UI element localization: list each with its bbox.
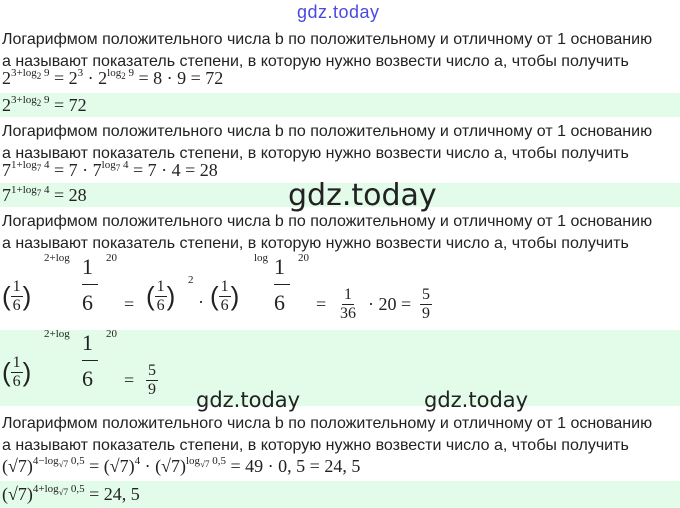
definition-text-2: [2, 122, 653, 162]
definition-line-2: a называют показатель степени, в которую нужно возвести число a, чтобы получить: [2, 437, 629, 454]
answer-band-1: [0, 93, 680, 117]
definition-text: [2, 30, 653, 70]
problem3-answer: 2+log 1 6 20 ( $\frac{1}{6}$ ) = $\frac{5}{9}$: [2, 328, 156, 398]
problem1-answer: $2^{3+log_2 9} = 72$: [2, 94, 87, 115]
definition-line-2: a называют показатель степени, в которую нужно возвести число a, чтобы получить: [2, 53, 629, 70]
problem3-work: 2+log 1 6 20 ( $\frac{1}{6}$ ) = ( $\frac{1}{6}$ ) 2 · ( $\frac{1}{6}$ ) log 1 6 20 = $\frac{1}{36}$ · 20 = $\frac{5}{9}$: [2, 252, 430, 322]
definition-text-3: [2, 212, 653, 252]
definition-line-1: Логарифмом положительного числа b по положительному и отличному от 1 основанию: [2, 123, 653, 140]
watermark-center: gdz.today: [288, 178, 437, 213]
definition-line-1: Логарифмом положительного числа b по положительному и отличному от 1 основанию: [2, 415, 653, 432]
definition-line-2: a называют показатель степени, в которую нужно возвести число a, чтобы получить: [2, 235, 629, 252]
problem1-work: $2^{3+log_2 9} = 2^3 \cdot 2^{log_2 9} = 8 \cdot 9 = 72$: [2, 67, 224, 88]
problem2-work: $7^{1+log_7 4} = 7 \cdot 7^{log_7 4} = 7 \cdot 4 = 28$: [2, 159, 218, 180]
definition-text-4: [2, 414, 653, 454]
definition-line-1: Логарифмом положительного числа b по положительному и отличному от 1 основанию: [2, 213, 653, 230]
watermark-right: gdz.today: [424, 388, 529, 412]
definition-line-1: Логарифмом положительного числа b по положительному и отличному от 1 основанию: [2, 31, 653, 48]
watermark-top: gdz.today: [297, 2, 380, 22]
definition-line-2: a называют показатель степени, в которую нужно возвести число a, чтобы получить: [2, 145, 629, 162]
watermark-left: gdz.today: [196, 388, 301, 412]
problem4-answer: $(√7)^{4+log_{√7} 0,5} = 24$, 5: [2, 483, 140, 504]
problem4-work: $(√7)^{4-log_{√7} 0,5} = (√7)^4 \cdot (√7)^{log_{√7} 0,5} = 49 \cdot 0$, 5 = 24, 5: [2, 455, 361, 476]
problem2-answer: $7^{1+log_7 4} = 28$: [2, 184, 87, 205]
